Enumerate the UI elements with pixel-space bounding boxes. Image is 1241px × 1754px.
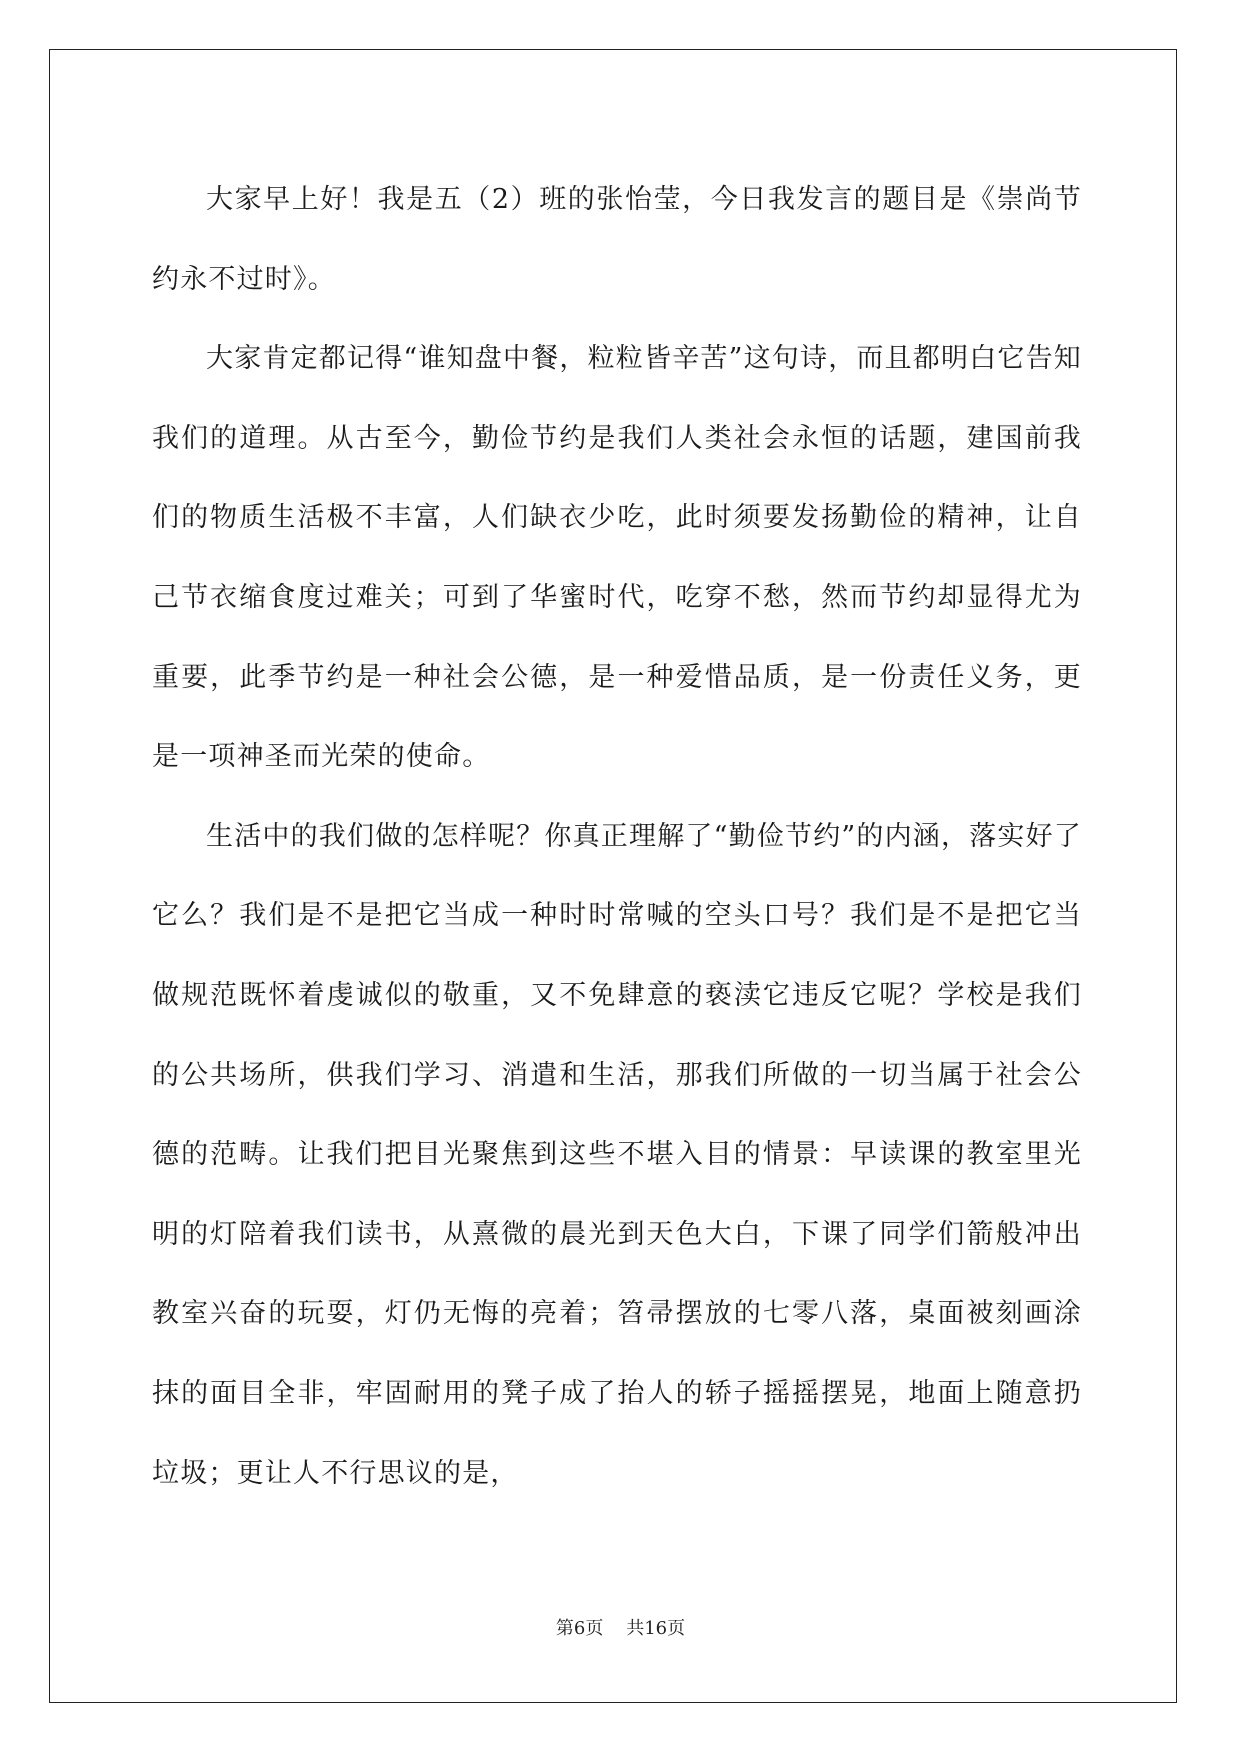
- page-number: 第6页: [555, 1618, 604, 1639]
- paragraph-2: 大家肯定都记得“谁知盘中餐，粒粒皆辛苦”这句诗，而且都明白它告知我们的道理。从古至今，勤俭节约是我们人类社会永恒的话题，建国前我们的物质生活极不丰富，人们缺衣少吃，此时须要发扬勤俭的精神，让自己节衣缩食度过难关；可到了华蜜时代，吃穿不愁，然而节约却显得尤为重要，此季节约是一种社会公德，是一种爱惜品质，是一份责任义务，更是一项神圣而光荣的使命。: [152, 343, 1083, 773]
- page-total: 共16页: [626, 1618, 686, 1639]
- paragraph-3: 生活中的我们做的怎样呢？你真正理解了“勤俭节约”的内涵，落实好了它么？我们是不是把它当成一种时时常喊的空头口号？我们是不是把它当做规范既怀着虔诚似的敬重，又不免肆意的亵渎它违反它呢？学校是我们的公共场所，供我们学习、消遣和生活，那我们所做的一切当属于社会公德的范畴。让我们把目光聚焦到这些不堪入目的情景：早读课的教室里光明的灯陪着我们读书，从熹微的晨光到天色大白，下课了同学们箭般冲出教室兴奋的玩耍，灯仍无悔的亮着；笤帚摆放的七零八落，桌面被刻画涂抹的面目全非，牢固耐用的凳子成了抬人的轿子摇摇摆晃，地面上随意扔垃圾；更让人不行思议的是，: [152, 820, 1083, 1489]
- paragraph-1: 大家早上好！我是五（2）班的张怡莹，今日我发言的题目是《崇尚节约永不过时》。: [152, 184, 1082, 295]
- page-footer: [0, 1614, 1241, 1640]
- document-body: [152, 160, 1082, 1513]
